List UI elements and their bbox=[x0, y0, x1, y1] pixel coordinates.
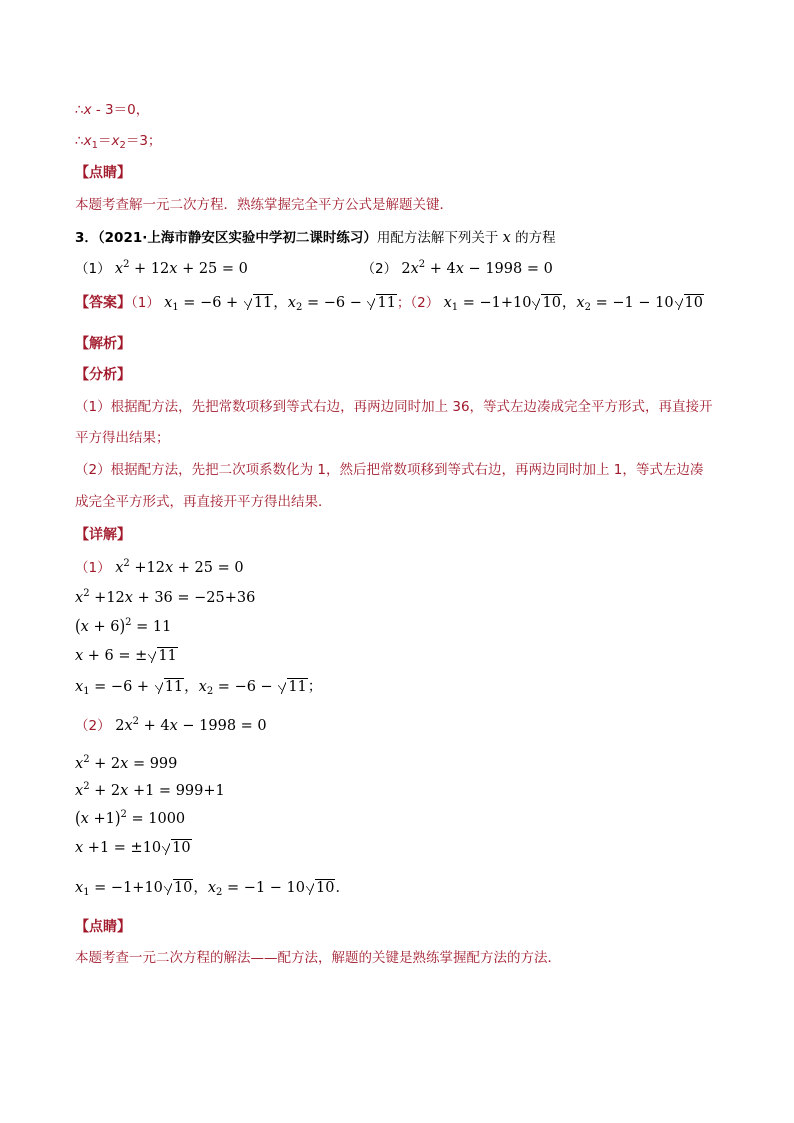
part2-label: （2） bbox=[361, 261, 398, 277]
summary-2: 本题考查一元二次方程的解法——配方法，解题的关键是熟练掌握配方法的方法． bbox=[75, 950, 561, 966]
question-parts bbox=[75, 259, 553, 277]
analysis-1b: 平方得出结果； bbox=[75, 430, 170, 446]
solution1-step2: $x^2 +12x + 36 = -25+36$ bbox=[75, 588, 256, 606]
question-3 bbox=[75, 231, 556, 246]
question-source: （2021·上海市静安区实验中学初二课时练习） bbox=[97, 230, 377, 246]
analysis-2b: 成完全平方形式，再直接开平方得出结果． bbox=[75, 494, 332, 510]
summary-1: 本题考查解一元二次方程．熟练掌握完全平方公式是解题关键． bbox=[75, 197, 453, 213]
solution2-step1: （2） $2x^2 + 4x - 1998 = 0$ bbox=[75, 716, 267, 734]
solution2-step6: $x_1 = -1+10$ 10，$x_2 = -1 - 10$ 10． bbox=[75, 880, 350, 898]
part1-label: （1） bbox=[75, 261, 111, 277]
solution2-step4: $(x +1)^2 = 1000$ bbox=[75, 808, 186, 829]
solution2-step3: $x^2 + 2x +1 = 999+1$ bbox=[75, 781, 225, 799]
answer-part1-label: （1） bbox=[131, 295, 160, 311]
solution1-step1: （1） $x^2 +12x + 25 = 0$ bbox=[75, 558, 244, 576]
analysis-2a: （2）根据配方法，先把二次项系数化为 1，然后把常数项移到等式右边，再两边同时加上 1，等式左边凑 bbox=[75, 462, 704, 478]
solution1-step4: x + 6 = ± 11 bbox=[75, 648, 177, 664]
question-text: 用配方法解下列关于 x 的方程 bbox=[376, 230, 556, 246]
analysis-1a: （1）根据配方法，先把常数项移到等式右边，再两边同时加上 36，等式左边凑成完全平方形式，再直接开 bbox=[75, 399, 713, 415]
xiangjie-heading: 【详解】 bbox=[75, 527, 131, 543]
solution1-step5: $x_1 = -6 + 11$，$x_2 = -6 - 11$； bbox=[75, 679, 323, 697]
dianjing-heading-1: 【点睛】 bbox=[75, 165, 131, 181]
question-number: 3． bbox=[75, 230, 98, 246]
jiexi-heading: 【解析】 bbox=[75, 336, 131, 352]
solution2-step2: $x^2 + 2x = 999$ bbox=[75, 754, 178, 772]
answer-line bbox=[75, 296, 704, 311]
answer-part1: $x_1 = -6 + 11$，$x_2 = -6 - 11$ bbox=[164, 295, 396, 313]
fenxi-heading: 【分析】 bbox=[75, 367, 131, 383]
answer-part2: $x_1 = -1+10$ 10，$x_2 = -1 - 10$ 10 bbox=[443, 295, 703, 313]
answer-heading: 【答案】 bbox=[75, 295, 131, 311]
solution2-step5: x +1 = ±10 10 bbox=[75, 840, 191, 856]
conclusion-line-1: ∴x - 3＝0， bbox=[75, 102, 150, 118]
conclusion-line-2: $\therefore x_1=x_2=3$； bbox=[75, 133, 162, 151]
dianjing-heading-2: 【点睛】 bbox=[75, 919, 131, 935]
part2-equation: $2x^2 + 4x - 1998 = 0$ bbox=[401, 259, 553, 277]
part1-equation: $x^2 + 12x + 25 = 0$ bbox=[114, 259, 248, 277]
solution1-step3: $(x + 6)^2 = 11$ bbox=[75, 616, 172, 637]
answer-part2-label: ；（2） bbox=[396, 295, 440, 311]
